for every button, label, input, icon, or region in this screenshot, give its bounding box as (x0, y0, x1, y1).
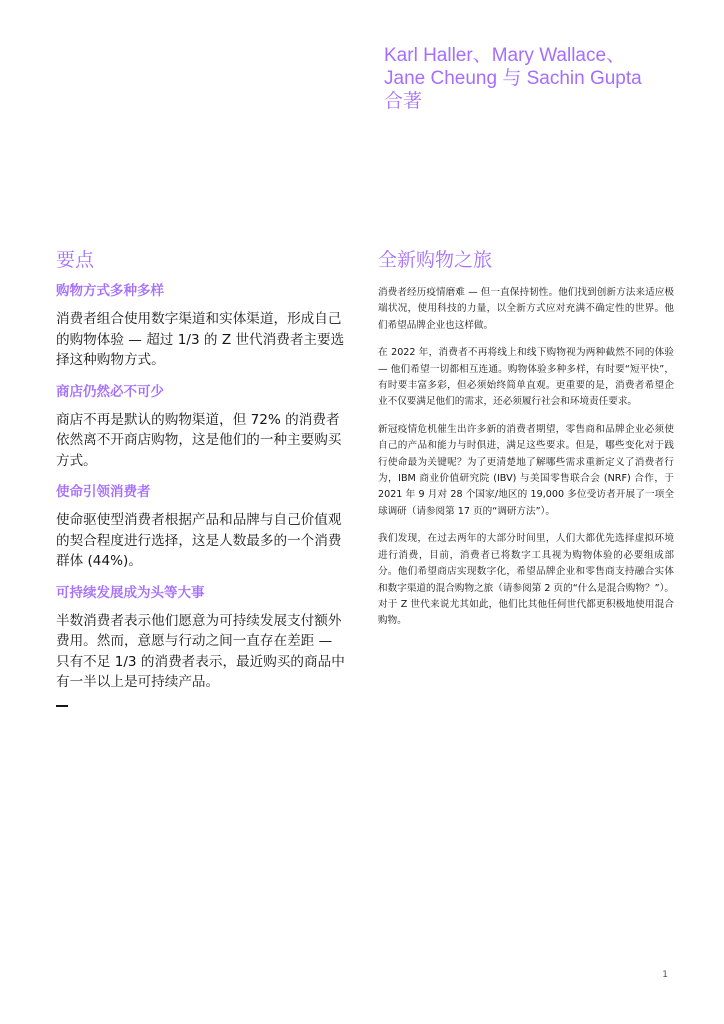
key-point-body: 半数消费者表示他们愿意为可持续发展支付额外费用。然而，意愿与行动之间一直存在差距 — 只有不足 1/3 的消费者表示，最近购买的商品中有一半以上是可持续产品。 (56, 612, 345, 690)
author-line-2: Jane Cheung 与 Sachin Gupta (384, 68, 642, 89)
journey-heading: 全新购物之旅 (378, 249, 493, 271)
journey-column (378, 248, 674, 641)
author-byline (384, 44, 684, 113)
author-line-3: 合著 (384, 91, 423, 112)
key-point-title: 使命引领消费者 (56, 484, 151, 500)
key-point-title: 可持续发展成为头等大事 (56, 584, 205, 601)
key-point-body: 使命驱使型消费者根据产品和品牌与自己价值观的契合程度进行选择，这是人数最多的一个消费群体 (44%)。 (56, 512, 342, 569)
body-paragraph: 在 2022 年，消费者不再将线上和线下购物视为两种截然不同的体验 — 他们希望一切都相互连通。购物体验多种多样，有时要“短平快”，有时要丰富多彩，但必须始终简单直观。更重要的是，消费者希望企业不仅要满足他们的需求，还必须履行社会和环境责任要求。 (378, 347, 674, 408)
key-point-body: 消费者组合使用数字渠道和实体渠道，形成自己的购物体验 — 超过 1/3 的 Z 世代消费者主要选择这种购物方式。 (56, 311, 345, 368)
key-point-body: 商店不再是默认的购物渠道，但 72% 的消费者依然离不开商店购物，这是他们的一种主要购买方式。 (56, 411, 342, 469)
key-points-column (56, 248, 348, 707)
key-point-title: 购物方式多种多样 (56, 283, 164, 299)
key-points-heading: 要点 (56, 249, 95, 271)
section-end-dash (56, 705, 68, 707)
page-number: 1 (662, 970, 668, 980)
body-paragraph: 我们发现，在过去两年的大部分时间里，人们大都优先选择虚拟环境进行消费，目前，消费者已将数字工具视为购物体验的必要组成部分。他们希望商店实现数字化，希望品牌企业和零售商支持融合实体和数字渠道的混合购物之旅（请参阅第 2 页的“什么是混合购物？”）。对于 Z 世代来说尤其如此，他们比其他任何世代都更积极地使用混合购物。 (378, 533, 674, 627)
key-point-title: 商店仍然必不可少 (56, 383, 164, 400)
body-paragraph: 消费者经历疫情磨难 — 但一直保持韧性。他们找到创新方法来适应极端状况，使用科技的力量，以全新方式应对充满不确定性的世界。他们希望品牌企业也这样做。 (378, 287, 674, 331)
author-line-1: Karl Haller、Mary Wallace、 (384, 45, 626, 66)
body-paragraph: 新冠疫情危机催生出许多新的消费者期望，零售商和品牌企业必须使自己的产品和能力与时俱进，满足这些要求。但是，哪些变化对于践行使命最为关键呢？为了更清楚地了解哪些需求重新定义了消费者行为，IBM 商业价值研究院 (IBV) 与美国零售联合会 (NRF) 合作，于 2021 年 9 月对 28 个国家/地区的 19,000 多位受访者开展了一项全球调研（请参阅第 17 页的“调研方法”）。 (378, 423, 674, 517)
